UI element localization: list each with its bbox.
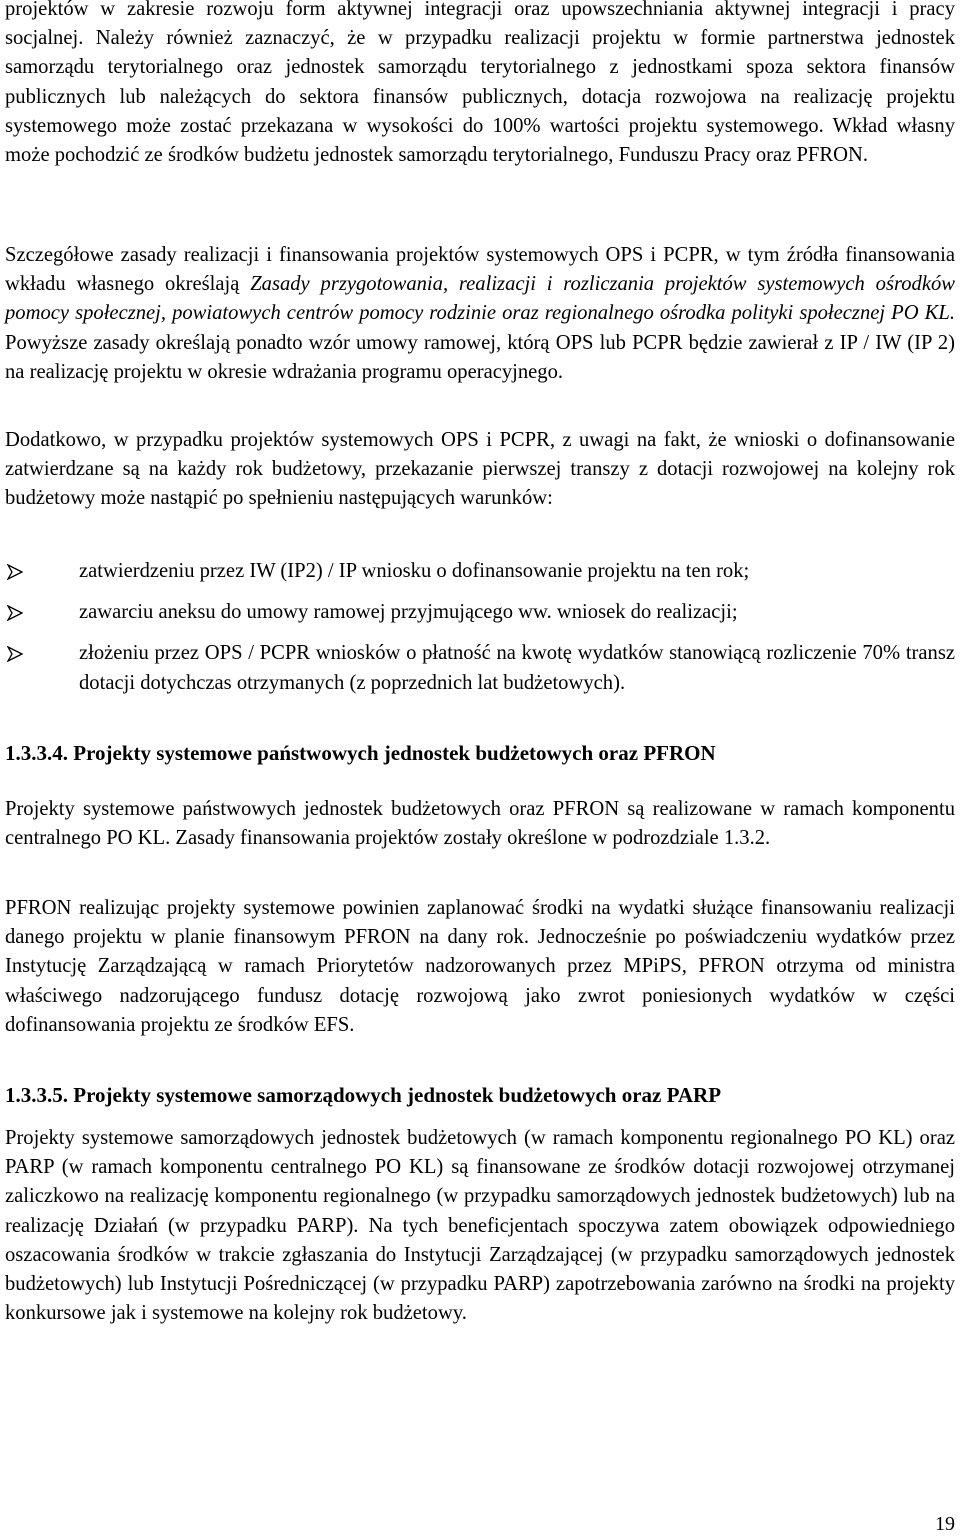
- paragraph-detailed-rules: [5, 241, 955, 387]
- arrowhead-bullet-icon: [7, 646, 23, 662]
- list-item-text: zatwierdzeniu przez IW (IP2) / IP wniosku o dofinansowanie projektu na ten rok;: [79, 560, 750, 582]
- paragraph-state-budget-units: Projekty systemowe państwowych jednostek budżetowych oraz PFRON są realizowane w ramach komponentu centralnego PO KL. Zasady finansowania projektów zostały określone w podrozdziale 1.3.2.: [5, 798, 955, 850]
- conditions-list: [5, 557, 955, 698]
- paragraph-additional-conditions: Dodatkowo, w przypadku projektów systemowych OPS i PCPR, z uwagi na fakt, że wnioski o dofinansowanie zatwierdzane są na każdy rok budżetowy, przekazanie pierwszej transzy z dotacji rozwojowej na kolejny rok budżetowy może nastąpić po spełnieniu następujących warunków:: [5, 429, 955, 510]
- paragraph-detailed-rules-text-end: Powyższe zasady określają ponadto wzór umowy ramowej, którą OPS lub PCPR będzie zawierał z IP / IW (IP 2) na realizację projektu w okresie wdrażania programu operacyjnego.: [5, 331, 955, 383]
- document-title-reference: Zasady przygotowania, realizacji i rozliczania projektów systemowych ośrodków pomocy społecznej, powiatowych centrów pomocy rodzinie oraz regionalnego ośrodka polityki społecznej PO KL.: [5, 273, 955, 325]
- list-item: [5, 557, 955, 586]
- list-item-text: złożeniu przez OPS / PCPR wniosków o płatność na kwotę wydatków stanowiącą rozliczenie 70% transz dotacji dotychczas otrzymanych (z poprzednich lat budżetowych).: [79, 642, 955, 694]
- paragraph-intro-continuation: projektów w zakresie rozwoju form aktywnej integracji oraz upowszechniania aktywnej integracji i pracy socjalnej. Należy również zaznaczyć, że w przypadku realizacji projektu w formie partnerstwa jednostek samorządu terytorialnego oraz jednostek samorządu terytorialnego z jednostkami spoza sektora finansów publicznych lub należących do sektora finansów publicznych, dotacja rozwojowa na realizację projektu systemowego może zostać przekazana w wysokości do 100% wartości projektu systemowego. Wkład własny może pochodzić ze środków budżetu jednostek samorządu terytorialnego, Funduszu Pracy oraz PFRON.: [5, 0, 955, 167]
- section-heading-1-3-3-4: 1.3.3.4. Projekty systemowe państwowych jednostek budżetowych oraz PFRON: [5, 741, 716, 765]
- list-item: [5, 639, 955, 697]
- arrowhead-bullet-icon: [7, 564, 23, 580]
- arrowhead-bullet-icon: [7, 605, 23, 621]
- paragraph-local-government-units: Projekty systemowe samorządowych jednostek budżetowych (w ramach komponentu regionalnego PO KL) oraz PARP (w ramach komponentu centralnego PO KL) są finansowane ze środków dotacji rozwojowej otrzymanej zaliczkowo na realizację komponentu regionalnego (w przypadku samorządowych jednostek budżetowych) lub na realizację Działań (w przypadku PARP). Na tych beneficjentach spoczywa zatem obowiązek odpowiedniego oszacowania środków w trakcie zgłaszania do Instytucji Zarządzającej (w przypadku samorządowych jednostek budżetowych) lub Instytucji Pośredniczącej (w przypadku PARP) zapotrzebowania zarówno na środki na projekty konkursowe jak i systemowe na kolejny rok budżetowy.: [5, 1127, 955, 1325]
- paragraph-pfron-funding: PFRON realizując projekty systemowe powinien zaplanować środki na wydatki służące finansowaniu realizacji danego projektu w planie finansowym PFRON na dany rok. Jednocześnie po poświadczeniu wydatków przez Instytucję Zarządzającą w ramach Priorytetów nadzorowanych przez MPiPS, PFRON otrzyma od ministra właściwego nadzorującego fundusz dotację rozwojową jako zwrot poniesionych wydatków w części dofinansowania projektu ze środków EFS.: [5, 897, 955, 1036]
- paragraph-detailed-rules-text-start: Szczegółowe zasady realizacji i finansowania projektów systemowych OPS i PCPR, w tym źródła finansowania wkładu własnego określają: [5, 244, 955, 296]
- section-heading-1-3-3-5: 1.3.3.5. Projekty systemowe samorządowych jednostek budżetowych oraz PARP: [5, 1083, 722, 1107]
- list-item: [5, 598, 955, 627]
- list-item-text: zawarciu aneksu do umowy ramowej przyjmującego ww. wniosek do realizacji;: [79, 601, 738, 624]
- page-number: 19: [935, 1513, 955, 1535]
